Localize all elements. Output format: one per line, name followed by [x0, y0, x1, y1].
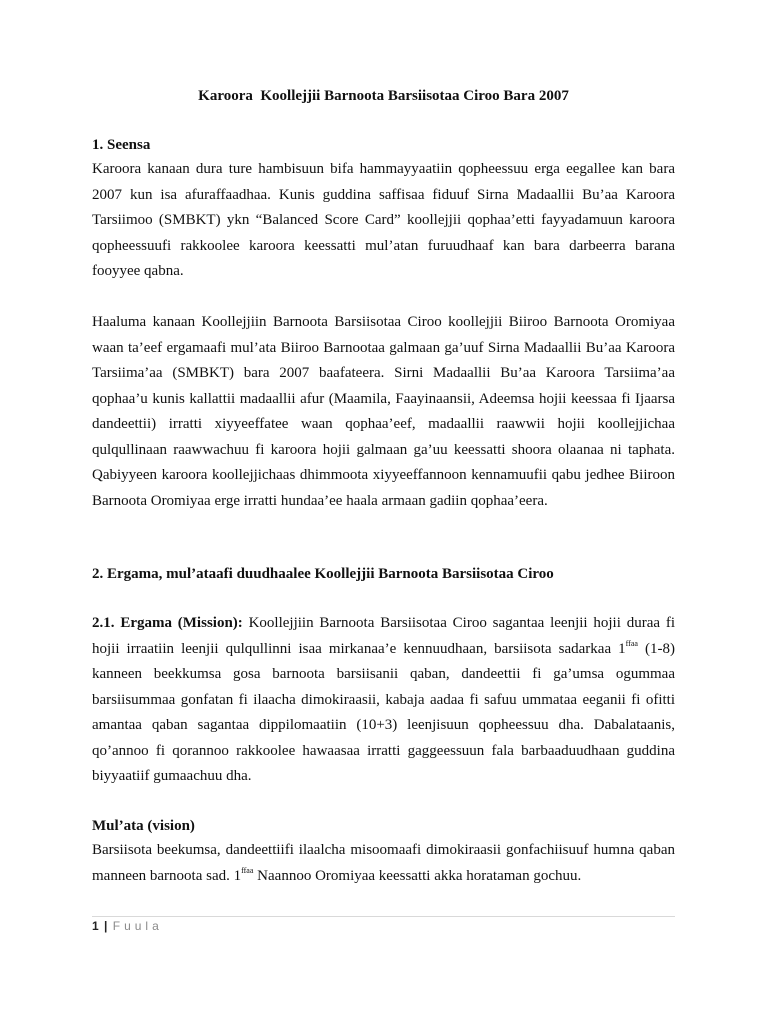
footer-separator: |: [104, 919, 108, 933]
paragraph-introduction-2: Haaluma kanaan Koollejjiin Barnoota Barsiisotaa Ciroo koollejjii Biiroo Barnoota Oromiyaa waan ta’eef ergamaafi mul’ata Biiroo Barnootaa galmaan ga’uuf Sirna Madaallii Bu’aa Karoora Tarsiima’aa (SMBKT) bara 2007 baafateera. Sirni Madaallii Bu’aa Karoora Tarsiima’aa qophaa’u kunis kallattii madaallii afur (Maamila, Faayinaansii, Adeemsa hojii keessaa fi Ijaarsa dandeettii) irratti xiyyeeffatee waan qophaa’eef, madaallii raawwii hojii koollejjichaa qulqullinaan raawwachuu fi karoora hojii galmaan ga’uu keessatti shoora olaanaa ni taphata. Qabiyyeen karoora koollejjichaas dhimmoota xiyyeeffannoon kennamuufii qabu jedhee Biiroon Barnoota Oromiyaa erge irratti hundaa’ee haala armaan gadiin qophaa’eera.: [92, 314, 675, 509]
mission-ordinal-superscript: ffaa: [625, 638, 638, 648]
section-heading-mission-vision-values: 2. Ergama, mul’ataafi duudhaalee Koollejjii Barnoota Barsiisotaa Ciroo: [92, 566, 554, 582]
page-footer: [92, 919, 163, 933]
footer-divider: [92, 916, 675, 917]
mission-text-end: (1-8) kanneen beekkumsa gosa barnoota barsiisanii qaban, dandeettii fi ga’umsa ogummaa barsiisummaa gonfatan fi ilaacha dimokiraasii, kabaja aadaa fi safuu ummataa eeganii fi ofitti amantaa qaban sagantaa dippilomaatiin (10+3) leenjisuun qopheessuu dha. Dabalataanis, qo’annoo fi qorannoo rakkoolee hawaasaa irratti gaggeessuun fala barbaaduudhaan guddina biyyaatiif gumaachuu dha.: [92, 640, 675, 784]
section-heading-introduction: 1. Seensa: [92, 137, 151, 153]
section-heading-vision: Mul’ata (vision): [92, 818, 195, 834]
vision-text-end: Naannoo Oromiyaa keessatti akka horataman gochuu.: [253, 867, 582, 884]
page-label: Fuula: [112, 919, 163, 933]
paragraph-mission: [92, 611, 675, 790]
mission-label: 2.1. Ergama (Mission):: [92, 615, 243, 631]
paragraph-vision: [92, 838, 675, 889]
vision-ordinal-superscript: ffaa: [241, 865, 254, 875]
mission-text-start: Koollejjiin Barnoota Barsiisotaa Ciroo sagantaa leenjii hojii duraa fi hojii irraatiin leenjii qulqullinni isaa mirkanaa’e kennuudhaan, barsiisota sadarkaa 1: [92, 615, 675, 657]
paragraph-introduction-1: Karoora kanaan dura ture hambisuun bifa hammayyaatiin qopheessuu erga eegallee kan bara 2007 kun isa afuraffaadhaa. Kunis guddina saffisaa fiduuf Sirna Madaallii Bu’aa Karoora Tarsiimoo (SMBKT) ykn “Balanced Score Card” koollejjii qophaa’etti fayyadamuun karoora qopheessuufi rakkoolee karoora keessatti mul’atan furuudhaaf kan bara darbeerra barana fooyyee qabna.: [92, 161, 675, 279]
document-title: Karoora Koollejjii Barnoota Barsiisotaa Ciroo Bara 2007: [198, 88, 569, 104]
page-number: 1: [92, 919, 99, 933]
vision-text-start: Barsiisota beekumsa, dandeettiifi ilaalcha misoomaafi dimokiraasii gonfachiisuuf humna qaban manneen barnoota sad. 1: [92, 842, 675, 884]
